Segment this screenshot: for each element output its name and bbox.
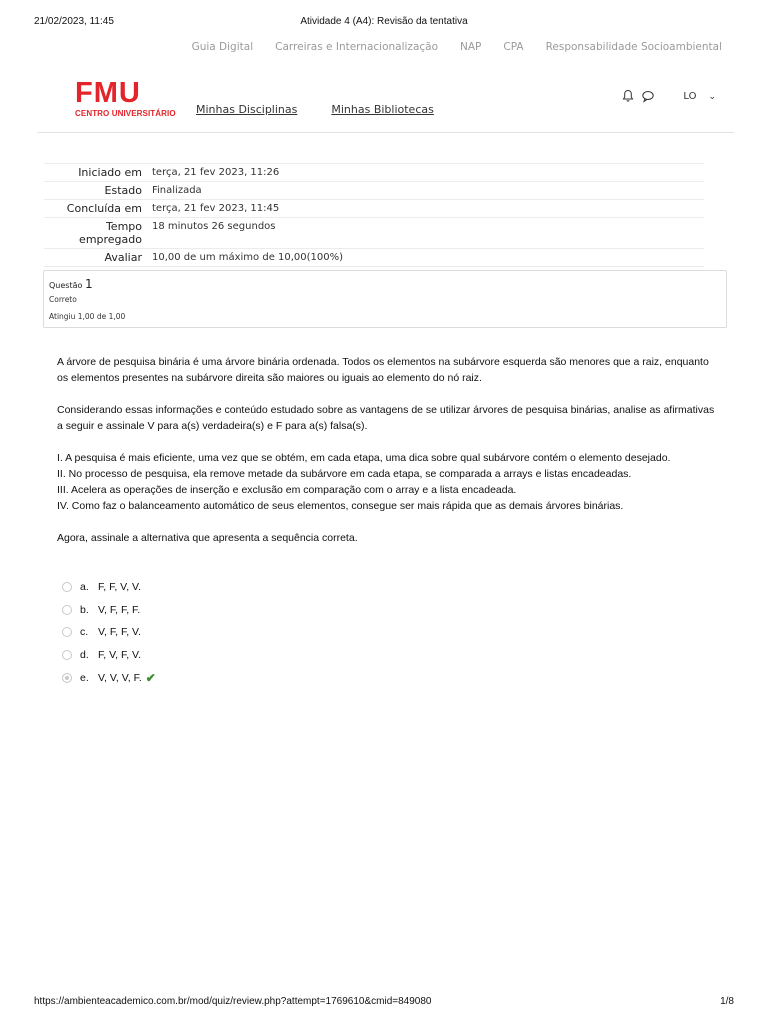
top-link-carreiras[interactable]: Carreiras e Internacionalização [275,41,439,53]
answer-letter: a. [80,581,89,594]
summary-label: Tempo empregado [79,220,142,246]
checkmark-icon: ✔ [145,670,156,685]
radio-button[interactable] [62,582,72,592]
answer-option-c[interactable] [62,621,156,644]
summary-value: 18 minutos 26 segundos [152,221,276,232]
summary-value: terça, 21 fev 2023, 11:45 [152,203,280,214]
top-link-guia-digital[interactable]: Guia Digital [191,41,254,53]
answer-text: V, F, F, F. [98,603,141,616]
print-url: https://ambienteacademico.com.br/mod/quiz/review.php?attempt=1769610&cmid=849080 [34,996,432,1007]
answer-option-b[interactable] [62,599,156,622]
statement-list [57,450,717,514]
chat-icon[interactable] [641,89,655,103]
summary-label: Estado [104,184,142,197]
fmu-logo[interactable] [75,79,176,118]
answer-option-a[interactable] [62,576,156,599]
statement-item: IV. Como faz o balanceamento automático de seus elementos, consegue ser mais rápida que as demais árvores binárias. [57,500,624,512]
answer-option-d[interactable] [62,644,156,667]
attempt-summary-table [44,163,704,267]
answer-letter: c. [80,626,89,639]
answer-options [62,576,156,689]
answer-text: F, F, V, V. [98,581,141,594]
main-nav [196,103,434,116]
nav-minhas-disciplinas[interactable]: Minhas Disciplinas [196,103,298,116]
print-footer [34,996,734,1007]
radio-button-selected[interactable] [62,673,72,683]
answer-letter: e. [80,671,89,684]
summary-row [44,248,704,267]
summary-label: Avaliar [104,251,142,264]
top-link-responsabilidade[interactable]: Responsabilidade Socioambiental [545,41,722,53]
summary-value: terça, 21 fev 2023, 11:26 [152,167,280,178]
question-text [57,354,717,562]
statement-item: II. No processo de pesquisa, ela remove metade da subárvore em cada etapa, se comparada a arrays e listas encadeadas. [57,468,632,480]
question-number-value: 1 [84,277,93,291]
summary-row [44,199,704,217]
summary-label: Iniciado em [78,166,142,179]
summary-row [44,163,704,181]
top-link-nap[interactable]: NAP [460,41,482,53]
answer-text: V, F, F, V. [98,626,141,639]
radio-button[interactable] [62,605,72,615]
logo-main-text: FMU [75,77,141,109]
answer-text: F, V, F, V. [98,649,141,662]
radio-button[interactable] [62,627,72,637]
summary-value: 10,00 de um máximo de 10,00(100%) [152,252,344,263]
question-label: Questão [49,281,83,290]
top-link-cpa[interactable]: CPA [503,41,524,53]
user-tools [621,89,716,103]
answer-option-e[interactable] [62,666,156,689]
answer-letter: b. [80,603,89,616]
user-initials[interactable]: LO [683,90,697,102]
statement-item: I. A pesquisa é mais eficiente, uma vez que se obtém, em cada etapa, uma dica sobre qual subárvore contém o elemento desejado. [57,452,671,464]
summary-label: Concluída em [66,202,142,215]
top-links [192,41,722,53]
answer-letter: d. [80,649,89,662]
statement-item: III. Acelera as operações de inserção e exclusão em comparação com o array e a lista encadeada. [57,484,517,496]
answer-text: V, V, V, F. [98,671,142,684]
question-info-box [43,270,727,328]
summary-row [44,217,704,248]
logo-sub-text: CENTRO UNIVERSITÁRIO [75,109,176,118]
print-datetime: 21/02/2023, 11:45 [34,16,114,27]
chevron-down-icon[interactable]: ⌄ [708,90,716,101]
print-title: Atividade 4 (A4): Revisão da tentativa [300,16,468,27]
nav-minhas-bibliotecas[interactable]: Minhas Bibliotecas [331,103,434,116]
question-paragraph: A árvore de pesquisa binária é uma árvore binária ordenada. Todos os elementos na subárvore esquerda são menores que a raiz, enquanto os elementos presentes na subárvore direita são maiores ou iguais ao elemento do nó raiz. [57,356,709,384]
radio-button[interactable] [62,650,72,660]
print-page-number: 1/8 [720,996,734,1007]
question-prompt: Agora, assinale a alternativa que apresenta a sequência correta. [57,532,358,544]
summary-row [44,181,704,199]
question-paragraph: Considerando essas informações e conteúdo estudado sobre as vantagens de se utilizar árvores de pesquisa binárias, analise as afirmativas a seguir e assinale V para a(s) verdadeira(s) e F para a(s) falsa(s). [57,404,715,432]
bell-icon[interactable] [621,89,635,103]
question-state: Correto [49,295,77,304]
question-grade: Atingiu 1,00 de 1,00 [49,312,126,321]
header-divider [37,132,734,133]
question-number [49,277,93,291]
summary-value: Finalizada [152,185,202,196]
